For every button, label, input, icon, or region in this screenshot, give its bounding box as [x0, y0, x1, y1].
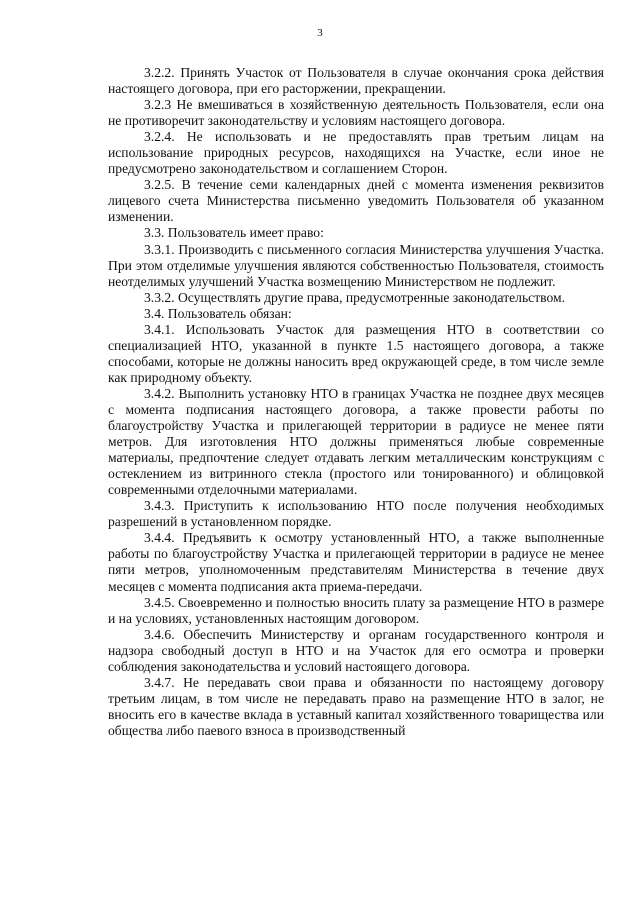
clause-3-4-6: 3.4.6. Обеспечить Министерству и органам государственного контроля и надзора свободный доступ в НТО и на Участок для его осмотра и проверки соблюдения законодательства и условий настоящего договора. [108, 626, 604, 674]
clause-3-2-2: 3.2.2. Принять Участок от Пользователя в случае окончания срока действия настоящего договора, при его расторжении, прекращении. [108, 65, 604, 97]
clause-3-4-3: 3.4.3. Приступить к использованию НТО после получения необходимых разрешений в установленном порядке. [108, 498, 604, 530]
clause-3-2-3: 3.2.3 Не вмешиваться в хозяйственную деятельность Пользователя, если она не противоречит законодательству и условиям настоящего договора. [108, 97, 604, 129]
clause-3-3-1: 3.3.1. Производить с письменного согласия Министерства улучшения Участка. При этом отделимые улучшения являются собственностью Пользователя, стоимость неотделимых улучшений Участка возмещению Министерством не подлежит. [108, 241, 604, 289]
section-3-4-heading: 3.4. Пользователь обязан: [144, 305, 292, 321]
document-body [108, 65, 604, 739]
clause-3-4-7: 3.4.7. Не передавать свои права и обязанности по настоящему договору третьим лицам, в том числе не передавать право на размещение НТО в залог, не вносить его в качестве вклада в уставный капитал хозяйственного товарищества или общества либо паевого взноса в производственный [108, 674, 604, 738]
clause-3-4-2: 3.4.2. Выполнить установку НТО в границах Участка не позднее двух месяцев с момента подписания настоящего договора, а также провести работы по благоустройству Участка и прилегающей территории в радиусе не менее пяти метров. Для изготовления НТО должны применяться любые современные материалы, предпочтение следует отдавать легким металлическим конструкциям с остеклением из витринного стекла (простого или тонированного) и облицовкой современными отделочными материалами. [108, 385, 604, 498]
clause-3-3-2: 3.3.2. Осуществлять другие права, предусмотренные законодательством. [144, 289, 566, 305]
clause-3-2-4: 3.2.4. Не использовать и не предоставлять прав третьим лицам на использование природных ресурсов, находящихся на Участке, если иное не предусмотрено законодательством и соглашением Сторон. [108, 129, 604, 177]
page-number: 3 [317, 27, 323, 39]
section-3-3-heading: 3.3. Пользователь имеет право: [144, 225, 324, 241]
clause-3-4-5: 3.4.5. Своевременно и полностью вносить плату за размещение НТО в размере и на условиях, установленных настоящим договором. [108, 594, 604, 626]
clause-3-4-4: 3.4.4. Предъявить к осмотру установленный НТО, а также выполненные работы по благоустройству Участка и прилегающей территории в радиусе не менее пяти метров, уполномоченным представителям Министерства в течение двух месяцев с момента подписания акта приема-передачи. [108, 530, 604, 594]
clause-3-2-5: 3.2.5. В течение семи календарных дней с момента изменения реквизитов лицевого счета Министерства письменно уведомить Пользователя об указанном изменении. [108, 177, 604, 225]
clause-3-4-1: 3.4.1. Использовать Участок для размещения НТО в соответствии со специализацией НТО, указанной в пункте 1.5 настоящего договора, а также способами, которые не должны наносить вред окружающей среде, в том числе земле как природному объекту. [108, 321, 604, 385]
